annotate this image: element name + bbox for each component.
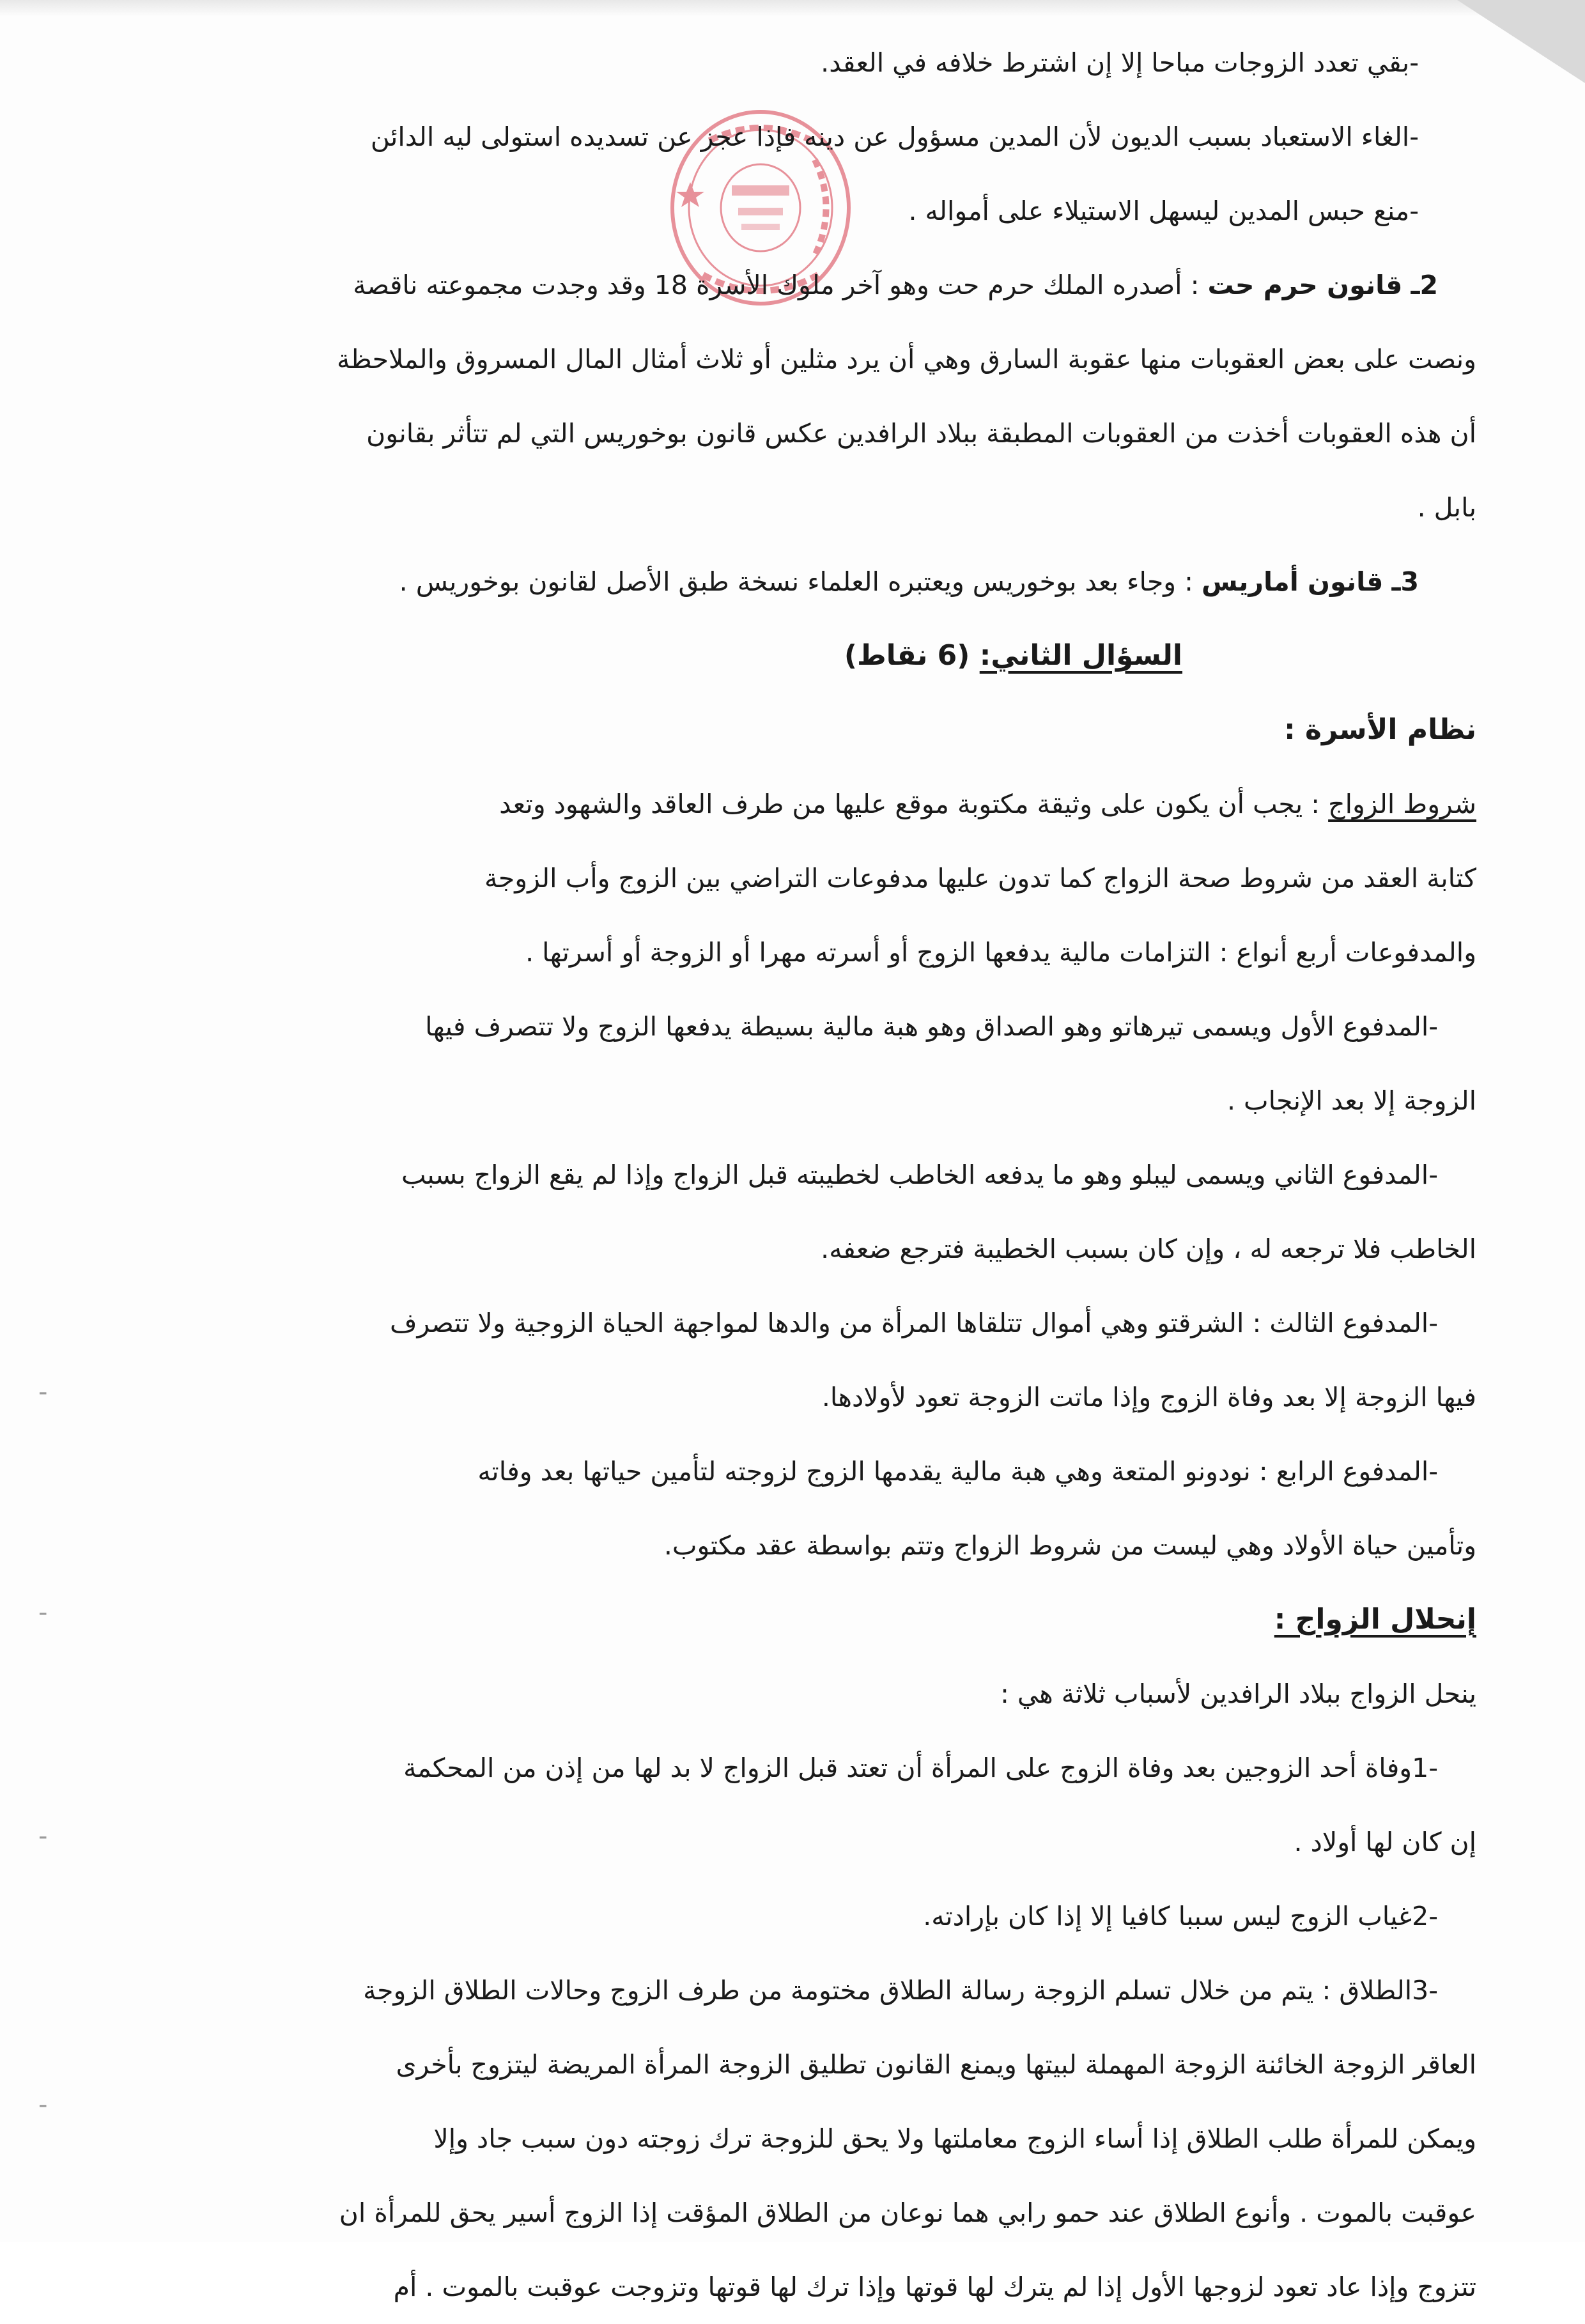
payment-line: -المدفوع الأول ويسمى تيرهاتو وهو الصداق وهو هبة مالية بسيطة يدفعها الزوج ولا تتصرف فيها: [425, 1011, 1438, 1042]
law-3-text: : وجاء بعد بوخوريس ويعتبره العلماء نسخة طبق الأصل لقانون بوخوريس .: [399, 566, 1193, 597]
text-line: -بقي تعدد الزوجات مباحا إلا إن اشترط خلافه في العقد.: [821, 47, 1419, 78]
margin-mark: -: [38, 1598, 48, 1627]
dissolution-line: ويمكن للمرأة طلب الطلاق إذا أساء الزوج معاملتها ولا يحق للزوجة ترك زوجته دون سبب جاد وإلا: [433, 2123, 1476, 2154]
marriage-conditions-text: : يجب أن يكون على وثيقة مكتوبة موقع عليها من طرف العاقد والشهود وتعد: [499, 789, 1320, 819]
text-line: كتابة العقد من شروط صحة الزواج كما تدون عليها مدفوعات التراضي بين الزوج وأب الزوجة: [484, 863, 1476, 894]
text-line: والمدفوعات أربع أنواع : التزامات مالية يدفعها الزوج أو أسرته مهرا أو الزوجة أو أسرتها .: [525, 937, 1476, 968]
dissolution-line: تتزوج وإذا عاد تعود لزوجها الأول إذا لم يترك لها قوتها وإذا ترك لها قوتها وتزوجت عوقبت بالموت . أم: [393, 2272, 1476, 2302]
document-body: [102, 26, 1476, 2324]
law-3-line: [102, 545, 1476, 619]
dissolution-line: إن كان لها أولاد .: [1294, 1827, 1476, 1857]
law-2-number: 2ـ: [1411, 270, 1438, 300]
law-2-text: : أصدره الملك حرم حت وهو آخر ملوك الأسرة 18 وقد وجدت مجموعته ناقصة: [353, 270, 1200, 300]
payment-line: -المدفوع الثالث : الشرقتو وهي أموال تتلقاها المرأة من والدها لمواجهة الحياة الزوجية ولا تتصرف: [389, 1308, 1438, 1338]
payment-line: الزوجة إلا بعد الإنجاب .: [1226, 1085, 1476, 1116]
dissolution-line: عوقبت بالموت . وأنوع الطلاق عند حمو رابي هما نوعان من الطلاق المؤقت إذا الزوج أسير يحق للمرأة ان: [339, 2197, 1476, 2228]
law-3-title: قانون أماريس: [1202, 566, 1384, 597]
dissolution-line: -3الطلاق : يتم من خلال تسلم الزوجة رسالة الطلاق مختومة من طرف الزوج وحالات الطلاق الزوجة: [363, 1975, 1438, 2006]
text-line: -الغاء الاستعباد بسبب الديون لأن المدين مسؤول عن دينه فإذا عجز عن تسديده استولى ليه الدائن: [370, 121, 1419, 152]
payment-line: الخاطب فلا ترجعه له ، وإن كان بسبب الخطيبة فترجع ضعفه.: [821, 1234, 1476, 1264]
margin-mark: -: [38, 1822, 48, 1851]
dissolution-line: -1وفاة أحد الزوجين بعد وفاة الزوج على المرأة أن تعتد قبل الزواج لا بد لها من إذن من المحكمة: [403, 1753, 1438, 1783]
margin-mark: -: [38, 2090, 48, 2119]
family-system-title: نظام الأسرة :: [1284, 713, 1476, 746]
question-2-points: (6 نقاط): [844, 639, 970, 672]
payment-line: وتأمين حياة الأولاد وهي ليست من شروط الزواج وتتم بواسطة عقد مكتوب.: [663, 1530, 1476, 1561]
text-line: ونصت على بعض العقوبات منها عقوبة السارق وهي أن يرد مثلين أو ثلاث أمثال المال المسروق والملاحظة: [337, 344, 1476, 375]
margin-mark: -: [38, 1377, 48, 1407]
payment-line: -المدفوع الرابع : نودونو المتعة وهي هبة مالية يقدمها الزوج لزوجته لتأمين حياتها بعد وفاته: [477, 1456, 1438, 1487]
scan-shadow: [0, 0, 1585, 17]
dissolution-intro: ينحل الزواج ببلاد الرافدين لأسباب ثلاثة هي :: [1000, 1678, 1476, 1709]
dissolution-title: إنحلال الزواج :: [1274, 1603, 1476, 1636]
dissolution-line: -2غياب الزوج ليس سببا كافيا إلا إذا كان بإرادته.: [923, 1901, 1438, 1932]
marriage-conditions-label: شروط الزواج: [1328, 789, 1476, 819]
text-line: -منع حبس المدين ليسهل الاستيلاء على أمواله .: [908, 196, 1419, 226]
question-2-label: السؤال الثاني:: [979, 639, 1182, 672]
folded-corner: [1457, 0, 1585, 83]
text-line: أن هذه العقوبات أخذت من العقوبات المطبقة ببلاد الرافدين عكس قانون بوخوريس التي لم تتأثر بقانون: [366, 418, 1476, 449]
dissolution-line: العاقر الزوجة الخائنة الزوجة المهملة لبيتها ويمنع القانون تطليق الزوجة المرأة المريضة ليتزوج بأخرى: [396, 2049, 1476, 2080]
law-2-line: [102, 248, 1476, 322]
law-2-title: قانون حرم حت: [1207, 270, 1403, 300]
question-2-heading: [102, 619, 1476, 693]
marriage-conditions-line: [102, 767, 1476, 841]
text-line: بابل .: [1417, 492, 1476, 523]
law-3-number: 3ـ: [1391, 566, 1419, 597]
payment-line: فيها الزوجة إلا بعد وفاة الزوج وإذا ماتت الزوجة تعود لأولادها.: [821, 1382, 1476, 1413]
payment-line: -المدفوع الثاني ويسمى ليبلو وهو ما يدفعه الخاطب لخطيبته قبل الزواج وإذا لم يقع الزواج بسبب: [401, 1159, 1438, 1190]
